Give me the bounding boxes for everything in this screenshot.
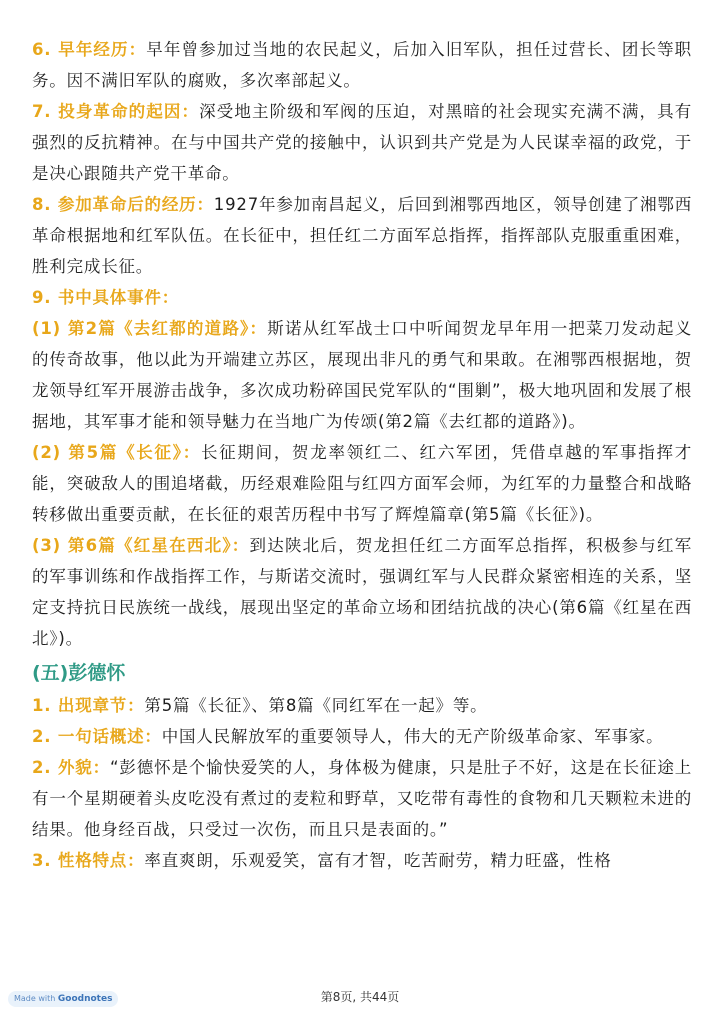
item-summary: [32, 721, 692, 752]
item-chapters: [32, 690, 692, 721]
item-personality: [32, 845, 692, 876]
item-early-experience: [32, 34, 692, 96]
event-text: 到达陕北后，贺龙担任红二方面军总指挥，积极参与红军的军事训练和作战指挥工作，与斯诺交流时，强调红军与人民群众紧密相连的关系，坚定支持抗日民族统一战线，展现出坚定的革命立场和团结抗战的决心(第6篇《红星在西北》)。: [32, 536, 692, 648]
item-heading: 1. 出现章节：: [32, 696, 145, 715]
item-text: 中国人民解放军的重要领导人，伟大的无产阶级革命家、军事家。: [161, 727, 664, 746]
event-heading: (2) 第5篇《长征》：: [32, 443, 201, 462]
event-heading: (1) 第2篇《去红都的道路》：: [32, 319, 268, 338]
item-book-events: [32, 282, 692, 313]
event-heading: (3) 第6篇《红星在西北》：: [32, 536, 250, 555]
item-heading: 8. 参加革命后的经历：: [32, 195, 214, 214]
item-text: 1927年参加南昌起义，后回到湘鄂西地区，领导创建了湘鄂西革命根据地和红军队伍。在长征中，担任红二方面军总指挥，指挥部队克服重重困难，胜利完成长征。: [32, 195, 692, 276]
item-revolution-cause: [32, 96, 692, 189]
item-heading: 7. 投身革命的起因：: [32, 102, 200, 121]
item-text: 率直爽朗，乐观爱笑，富有才智，吃苦耐劳，精力旺盛，性格: [144, 851, 612, 870]
event-3: [32, 530, 692, 654]
item-text: 深受地主阶级和军阀的压迫，对黑暗的社会现实充满不满，具有强烈的反抗精神。在与中国共产党的接触中，认识到共产党是为人民谋幸福的政党，于是决心跟随共产党干革命。: [32, 102, 692, 183]
event-2: [32, 437, 692, 530]
item-text: 第5篇《长征》、第8篇《同红军在一起》等。: [144, 696, 488, 715]
item-revolution-experience: [32, 189, 692, 282]
section-title: (五)彭德怀: [32, 662, 126, 684]
item-heading: 6. 早年经历：: [32, 40, 147, 59]
item-appearance: [32, 752, 692, 845]
item-heading: 3. 性格特点：: [32, 851, 145, 870]
item-heading: 9. 书中具体事件：: [32, 288, 179, 307]
badge-brand-text: Goodnotes: [57, 994, 113, 1004]
event-text: 斯诺从红军战士口中听闻贺龙早年用一把菜刀发动起义的传奇故事，他以此为开端建立苏区，展现出非凡的勇气和果敢。在湘鄂西根据地，贺龙领导红军开展游击战争，多次成功粉碎国民党军队的“围剿”，极大地巩固和发展了根据地，其军事才能和领导魅力在当地广为传颂(第2篇《去红都的道路》)。: [32, 319, 693, 431]
item-text: “彭德怀是个愉快爱笑的人，身体极为健康，只是肚子不好，这是在长征途上有一个星期硬着头皮吃没有煮过的麦粒和野草，又吃带有毒性的食物和几天颗粒未进的结果。他身经百战，只受过一次伤，而且只是表面的。”: [32, 758, 693, 839]
item-text: 早年曾参加过当地的农民起义，后加入旧军队，担任过营长、团长等职务。因不满旧军队的腐败，多次率部起义。: [32, 40, 692, 90]
event-text: 长征期间，贺龙率领红二、红六军团，凭借卓越的军事指挥才能，突破敌人的围追堵截，历经艰难险阻与红四方面军会师，为红军的力量整合和战略转移做出重要贡献，在长征的艰苦历程中书写了辉煌篇章(第5篇《长征》)。: [32, 443, 692, 524]
event-1: [32, 313, 692, 437]
document-page: [32, 34, 692, 876]
item-heading: 2. 一句话概述：: [32, 727, 162, 746]
badge-small-text: Made with: [14, 994, 56, 1003]
item-heading: 2. 外貌：: [32, 758, 111, 777]
page-footer: 第8页, 共44页: [320, 990, 400, 1004]
